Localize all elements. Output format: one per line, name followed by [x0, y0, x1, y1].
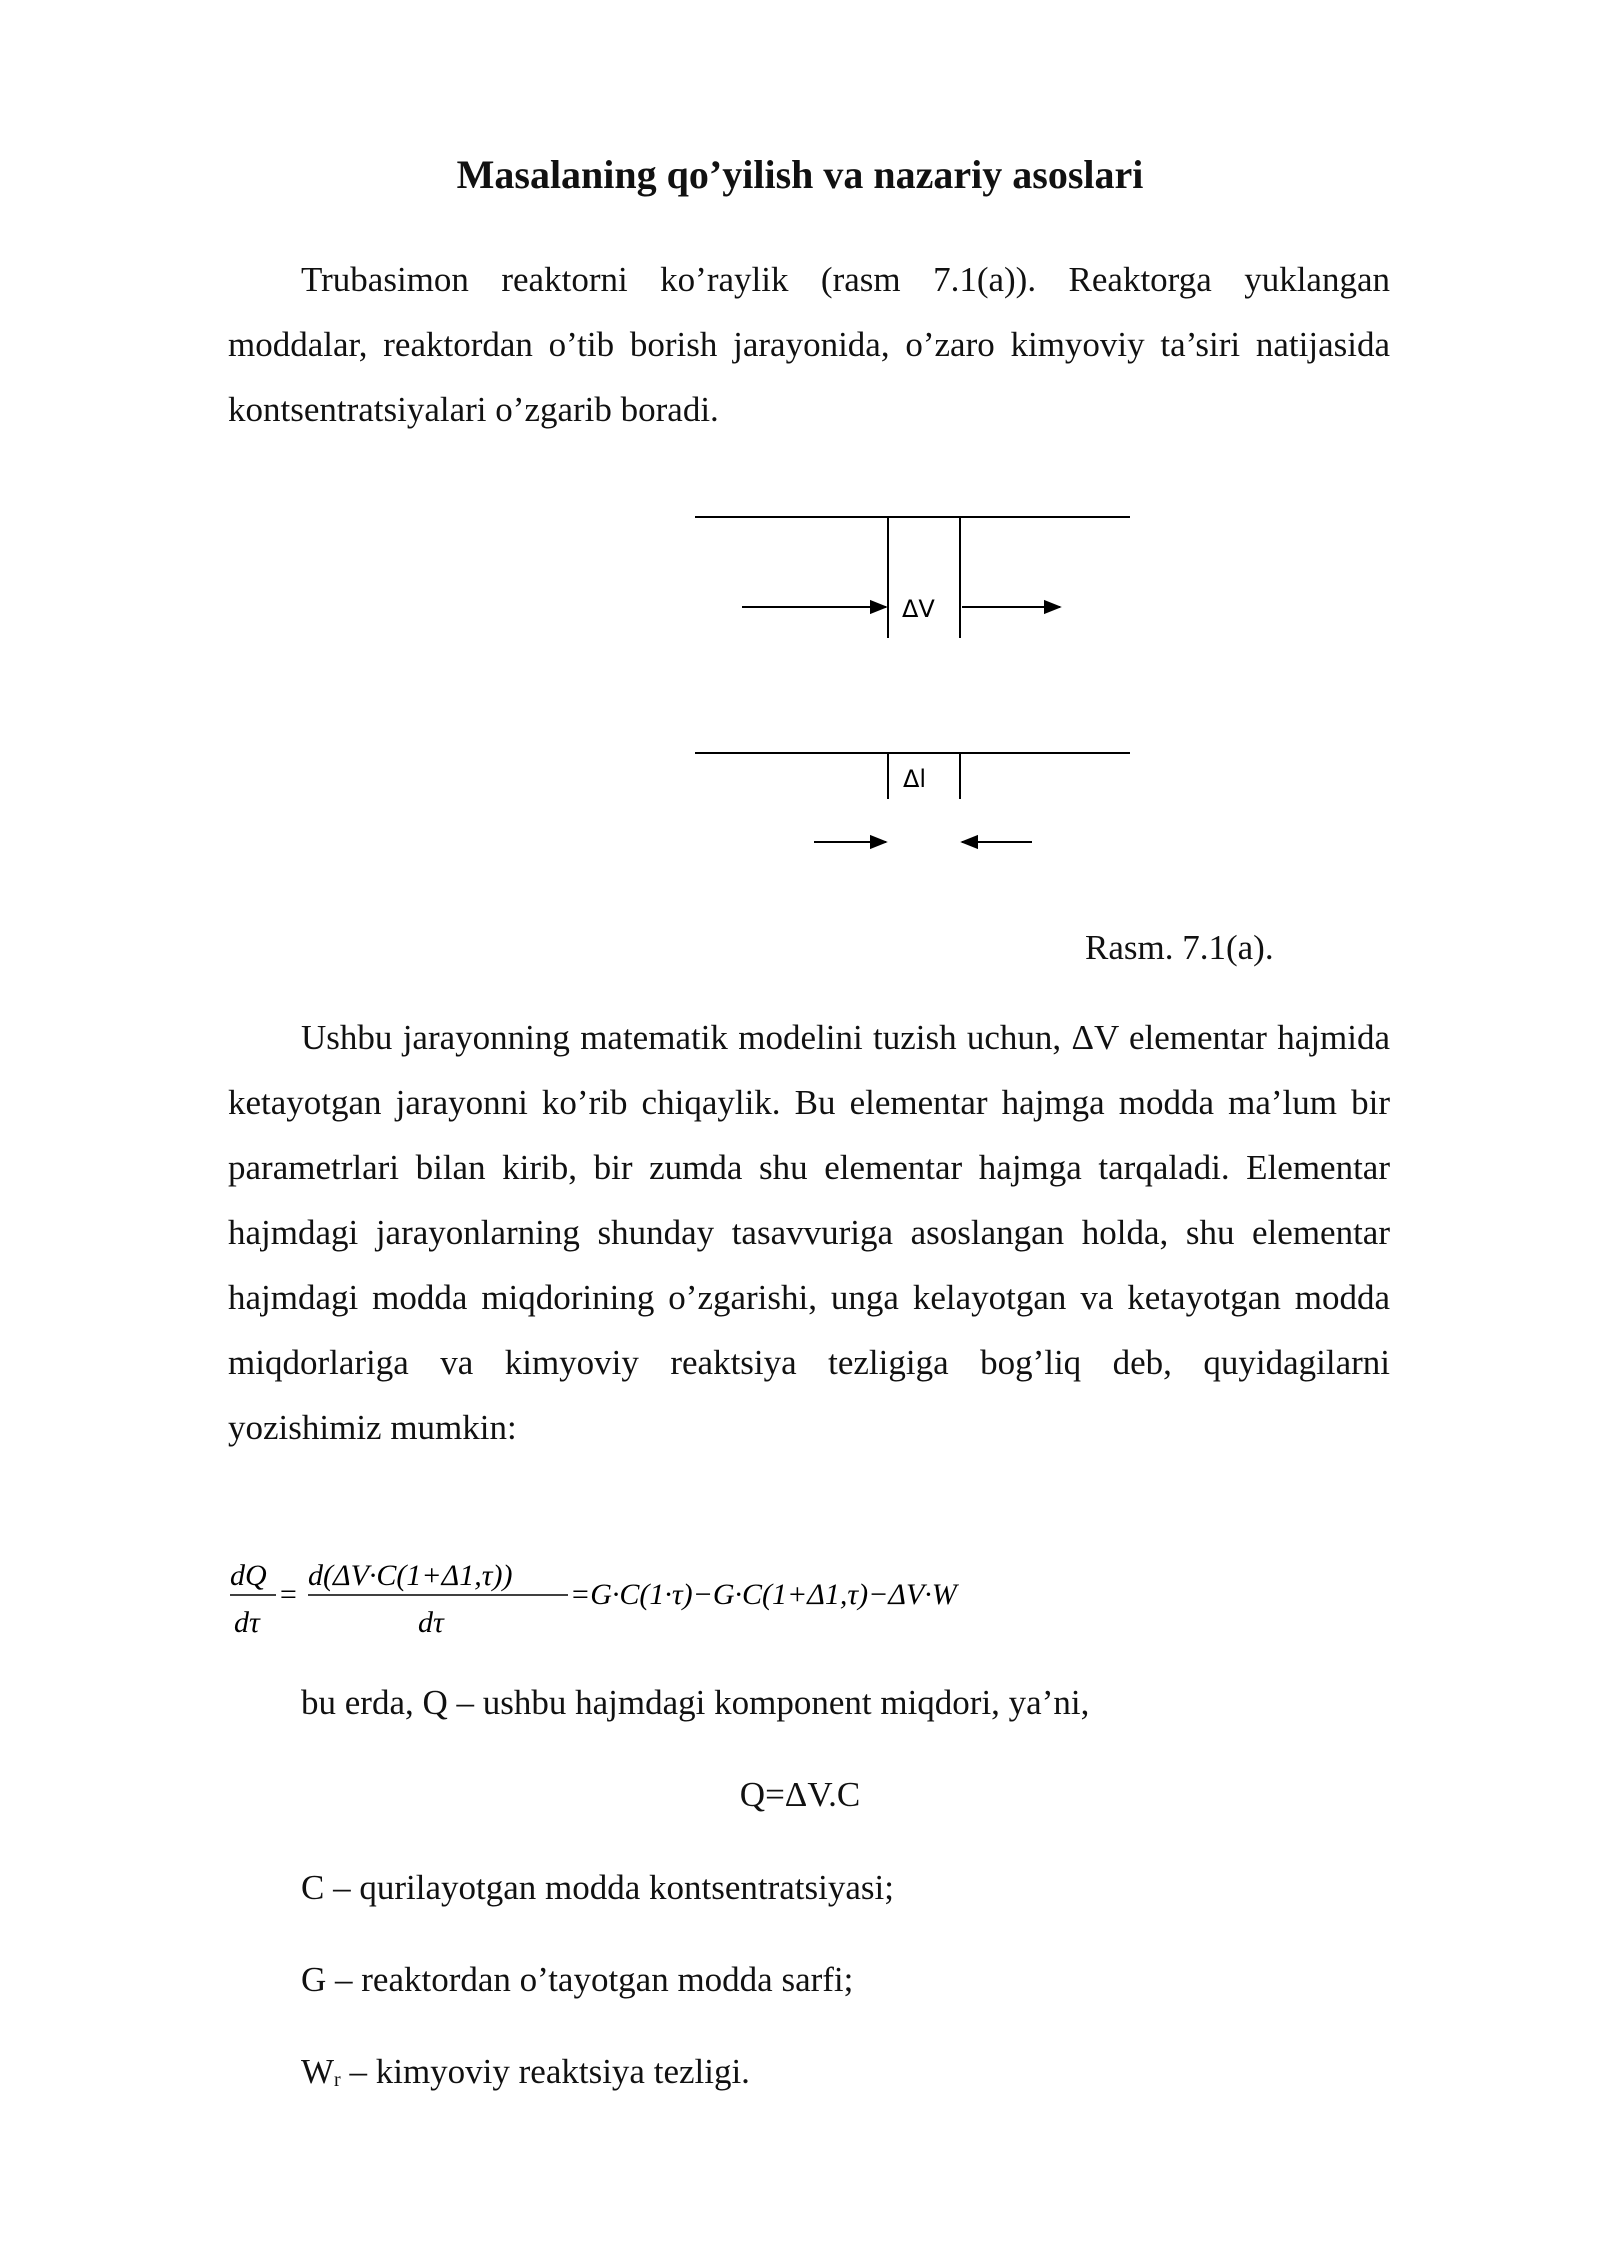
delta-v-label: ΔV [902, 595, 935, 623]
q-equation: Q=ΔV.C [739, 1775, 861, 1814]
where-line: bu erda, Q – ushbu hajmdagi komponent miqdori, ya’ni, [301, 1683, 1090, 1722]
lhs-numerator: dQ [230, 1559, 267, 1592]
w-definition-text: – kimyoviy reaktsiya tezligi. [340, 2052, 750, 2091]
w-subscript: r [334, 2069, 341, 2091]
middle-denominator: dτ [418, 1606, 444, 1639]
definition-g: G – reaktordan o’tayotgan modda sarfi; [301, 1960, 854, 1999]
lhs-denominator: dτ [234, 1606, 260, 1639]
balance-equation [228, 1540, 1128, 1660]
w-symbol: W [301, 2052, 335, 2091]
intro-paragraph: Trubasimon reaktorni ko’raylik (rasm 7.1(a)). Reaktorga yuklangan moddalar, reaktordan o’tib borish jarayonida, o’zaro kimyoviy ta’siri natijasida kontsentratsiyalari o’zgarib boradi. [228, 260, 1390, 429]
middle-numerator: d(ΔV·C(1+Δ1,τ)) [308, 1559, 513, 1592]
reactor-diagram [680, 500, 1140, 860]
figure-caption: Rasm. 7.1(a). [1085, 928, 1274, 967]
definition-w [301, 2049, 750, 2103]
model-paragraph: Ushbu jarayonning matematik modelini tuzish uchun, ΔV elementar hajmida ketayotgan jarayonni ko’rib chiqaylik. Bu elementar hajmga modda ma’lum bir parametrlari bilan kirib, bir zumda shu elementar hajmga tarqaladi. Elementar hajmdagi jarayonlarning shunday tasavvuriga asoslangan holda, shu elementar hajmdagi modda miqdorining o’zgarishi, unga kelayotgan va ketayotgan modda miqdorlariga va kimyoviy reaktsiya tezligiga bog’liq deb, quyidagilarni yozishimiz mumkin: [228, 1018, 1390, 1447]
page-title: Masalaning qo’yilish va nazariy asoslari [456, 152, 1144, 197]
delta-l-label: Δl [903, 765, 927, 793]
equals-sign: = [278, 1578, 299, 1611]
right-hand-side: =G·C(1·τ)−G·C(1+Δ1,τ)−ΔV·W [570, 1578, 957, 1611]
definition-c: C – qurilayotgan modda kontsentratsiyasi; [301, 1868, 894, 1907]
